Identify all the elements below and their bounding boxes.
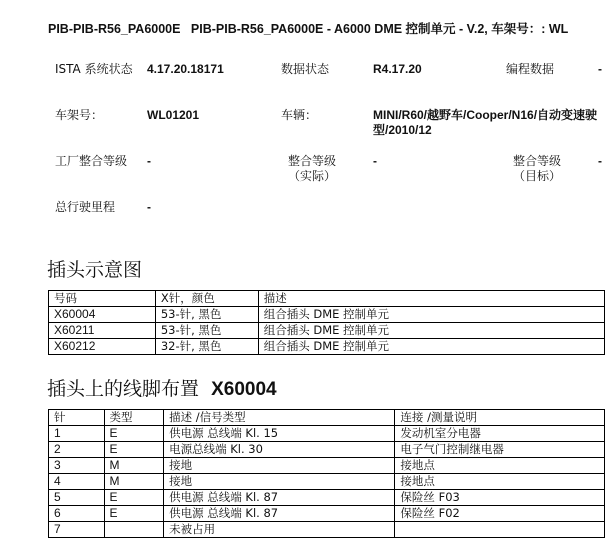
connector-table [48,290,605,355]
table-cell: 接地 [164,458,395,474]
column-header: 描述 /信号类型 [164,410,395,426]
column-header: 针 [49,410,105,426]
table-cell: E [104,442,164,458]
table-row [49,426,605,442]
table-cell: 32-针, 黑色 [155,339,258,355]
table-row [49,339,605,355]
column-header: 号码 [49,291,156,307]
column-header: 类型 [104,410,164,426]
table-row [49,506,605,522]
data-state-value: R4.17.20 [373,62,422,76]
table-cell: 未被占用 [164,522,395,538]
table-row [49,490,605,506]
table-cell [104,522,164,538]
column-header: X针，颜色 [155,291,258,307]
table-cell: E [104,506,164,522]
table-cell: X60004 [49,307,156,323]
table-row [49,474,605,490]
mileage-value: - [147,200,151,214]
table-row [49,458,605,474]
table-cell [395,522,605,538]
table-cell: 53-针, 黑色 [155,307,258,323]
table-cell: 6 [49,506,105,522]
table-cell: E [104,490,164,506]
table-cell: E [104,426,164,442]
table-cell: 供电源 总线端 Kl. 15 [164,426,395,442]
vehicle-value: MINI/R60/越野车/Cooper/N16/自动变速驶型/2010/12 [373,108,598,137]
table-cell: 保险丝 F02 [395,506,605,522]
vin-label: 车架号： [55,108,104,122]
column-header: 描述 [258,291,604,307]
table-cell: 保险丝 F03 [395,490,605,506]
table-cell: M [104,458,164,474]
table-cell: 接地 [164,474,395,490]
header-part-2: PIB-PIB-R56_PA6000E - A6000 DME 控制单元 - V.2, [190,22,488,36]
pin-layout-heading [47,374,277,401]
table-cell: 1 [49,426,105,442]
ista-label: ISTA 系统状态 [55,62,133,76]
table-cell: 7 [49,522,105,538]
table-cell: 3 [49,458,105,474]
table-header-row [49,291,605,307]
table-cell: 组合插头 DME 控制单元 [258,339,604,355]
table-cell: X60211 [49,323,156,339]
table-cell: 电源总线端 Kl. 30 [164,442,395,458]
factory-label: 工厂整合等级 [55,154,128,168]
programming-label: 编程数据 [506,62,555,76]
pin-layout-heading-code: X60004 [211,379,277,400]
integ-target-label: 整合等级（目标） [512,154,561,183]
programming-value: - [598,62,602,76]
mileage-label: 总行驶里程 [55,200,116,214]
header-part-3: 车架号：: WL [491,22,569,36]
table-cell: 5 [49,490,105,506]
table-cell: 4 [49,474,105,490]
document-header [48,19,568,37]
table-cell: M [104,474,164,490]
table-cell: 接地点 [395,474,605,490]
table-row [49,522,605,538]
header-part-1: PIB-PIB-R56_PA6000E [48,22,181,36]
column-header: 连接 /测量说明 [395,410,605,426]
table-cell: 53-针, 黑色 [155,323,258,339]
table-row [49,442,605,458]
integ-actual-value: - [373,154,377,168]
table-cell: 供电源 总线端 Kl. 87 [164,490,395,506]
ista-value: 4.17.20.18171 [147,62,224,76]
table-cell: 组合插头 DME 控制单元 [258,307,604,323]
table-row [49,323,605,339]
connector-diagram-heading: 插头示意图 [47,259,143,281]
factory-value: - [147,154,151,168]
vehicle-label: 车辆： [281,108,318,122]
integ-target-value: - [598,154,602,168]
table-cell: X60212 [49,339,156,355]
integ-actual-label: 整合等级（实际） [287,154,336,183]
table-cell: 接地点 [395,458,605,474]
table-cell: 供电源 总线端 Kl. 87 [164,506,395,522]
table-cell: 发动机室分电器 [395,426,605,442]
data-state-label: 数据状态 [281,62,330,76]
table-cell: 组合插头 DME 控制单元 [258,323,604,339]
table-cell: 电子气门控制继电器 [395,442,605,458]
pin-table [48,409,605,538]
vin-value: WL01201 [147,108,200,122]
table-header-row [49,410,605,426]
table-row [49,307,605,323]
table-cell: 2 [49,442,105,458]
pin-layout-heading-prefix: 插头上的线脚布置 [47,378,200,400]
